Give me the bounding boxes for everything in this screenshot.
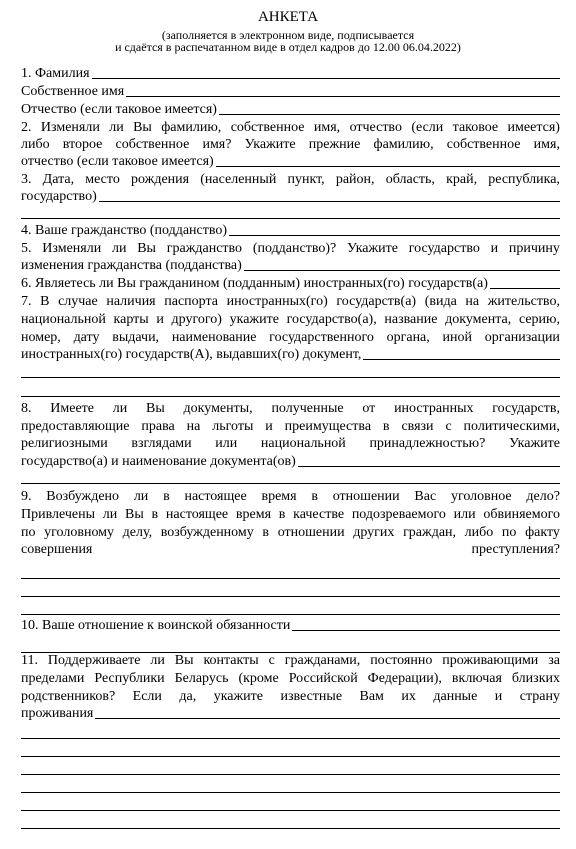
question-word: 2.: [21, 120, 32, 135]
question-word: Привлечены: [21, 507, 96, 522]
answer-field-underline[interactable]: [216, 166, 560, 167]
question-word: имя,: [533, 137, 560, 152]
question-word: других: [353, 525, 395, 540]
question-word: паспорта: [164, 294, 218, 309]
form-line: [21, 187, 560, 205]
answer-line[interactable]: [21, 578, 560, 579]
answer-line[interactable]: [21, 396, 560, 397]
question-word: иностранных(го): [226, 294, 328, 309]
question-word: преступления?: [471, 542, 560, 557]
form-line: [21, 82, 560, 100]
question-word: имя,: [313, 120, 341, 135]
question-word: на: [465, 294, 480, 309]
question-word: настоящее: [184, 489, 247, 504]
question-word: Имеете: [50, 401, 94, 416]
question-word: предоставляющие: [21, 419, 130, 434]
form-line: [21, 651, 560, 669]
answer-line[interactable]: [21, 483, 560, 484]
question-word: Российской: [288, 671, 358, 686]
question-word: государств,: [492, 401, 560, 416]
question-word: (вида: [424, 294, 457, 309]
question-word: контакты: [203, 653, 259, 668]
question-word: дело?: [526, 489, 560, 504]
field-label: государство(а) и наименование документа(ов): [21, 454, 296, 469]
question-word: причину: [508, 241, 560, 256]
question-word: в: [151, 507, 159, 522]
question-word: Беларусь: [174, 671, 229, 686]
question-word: в: [163, 489, 170, 504]
form-line: [21, 399, 560, 417]
form-line: [21, 487, 560, 505]
answer-field-underline[interactable]: [298, 466, 560, 467]
question-word: или: [453, 507, 476, 522]
question-word: укажите: [213, 689, 263, 704]
question-word: преимущества: [284, 419, 372, 434]
question-word: постоянно: [370, 653, 433, 668]
question-word: Республики: [94, 671, 165, 686]
answer-field-underline[interactable]: [363, 359, 560, 360]
question-word: включая: [451, 671, 502, 686]
question-word: подозреваемого: [351, 507, 446, 522]
field-label: отчество (если таковое имеется): [21, 154, 214, 169]
question-word: Изменяли: [42, 241, 102, 256]
question-word: второе: [62, 137, 103, 152]
form-line: [21, 669, 560, 687]
question-word: гражданство: [166, 241, 243, 256]
question-word: национальной: [260, 436, 346, 451]
form-line: [21, 704, 560, 722]
question-word: Вы: [137, 241, 156, 256]
answer-line[interactable]: [21, 738, 560, 739]
question-word: уголовное: [450, 489, 512, 504]
question-word: иностранных: [394, 401, 474, 416]
question-word: граждан,: [403, 525, 457, 540]
question-word: органа,: [386, 330, 430, 345]
question-word: уголовному: [44, 525, 115, 540]
answer-line[interactable]: [21, 756, 560, 757]
answer-line[interactable]: [21, 596, 560, 597]
form-line: [21, 540, 560, 558]
question-word: организации: [484, 330, 560, 345]
question-word: (населенный: [200, 172, 277, 187]
question-word: фамилию,: [373, 137, 434, 152]
form-subtitle-line-1: (заполняется в электронном виде, подписывается: [161, 28, 415, 42]
question-word: государств(а): [336, 294, 417, 309]
question-word: и: [494, 689, 503, 704]
question-word: религиозными: [21, 436, 108, 451]
question-word: отношении: [277, 525, 345, 540]
question-word: Вы: [133, 120, 152, 135]
form-line: [21, 505, 560, 523]
question-word: область,: [385, 172, 435, 187]
question-word: фамилию,: [161, 120, 222, 135]
answer-line[interactable]: [21, 828, 560, 829]
form-line: [21, 417, 560, 435]
form-line: [21, 135, 560, 153]
question-word: Если: [132, 689, 162, 704]
question-word: государственного: [269, 330, 374, 345]
question-word: (подданство)?: [252, 241, 337, 256]
answer-field-underline[interactable]: [229, 235, 560, 236]
question-word: национальной: [21, 312, 106, 327]
form-line: [21, 239, 560, 257]
question-word: в: [278, 507, 286, 522]
question-word: либо: [464, 525, 494, 540]
question-word: другого): [171, 312, 222, 327]
question-word: район,: [335, 172, 375, 187]
question-word: Вас: [414, 489, 437, 504]
question-word: от: [362, 401, 376, 416]
form-line: [21, 170, 560, 188]
answer-field-underline[interactable]: [95, 718, 560, 719]
answer-field-underline[interactable]: [126, 96, 560, 97]
question-word: и: [490, 241, 499, 256]
question-word: гражданами,: [284, 653, 361, 668]
question-word: данные: [433, 689, 478, 704]
form-title: АНКЕТА: [257, 9, 319, 25]
question-word: 7.: [21, 294, 32, 309]
question-word: край,: [446, 172, 478, 187]
question-word: государство: [408, 241, 480, 256]
question-word: в: [382, 419, 390, 434]
form-line: [21, 310, 560, 328]
field-label: 6. Являетесь ли Вы гражданином (подданным) иностранных(го) государств(а): [21, 276, 488, 291]
field-label: 4. Ваше гражданство (подданство): [21, 223, 228, 238]
question-word: принадлежностью?: [369, 436, 486, 451]
question-word: имеется): [507, 120, 560, 135]
question-word: 11.: [21, 653, 38, 668]
question-word: отчество: [349, 120, 402, 135]
answer-line[interactable]: [21, 774, 560, 775]
form-line: [21, 221, 560, 239]
question-word: известные: [280, 689, 343, 704]
question-word: номер,: [21, 330, 61, 345]
question-word: возбужденному: [160, 525, 254, 540]
question-word: по: [501, 525, 517, 540]
form-line: [21, 274, 560, 292]
question-word: государство(а),: [286, 312, 377, 327]
question-word: Возбуждено: [46, 489, 120, 504]
question-word: в: [311, 489, 318, 504]
question-word: название: [384, 312, 438, 327]
question-word: обвиняемого: [483, 507, 560, 522]
form-line: [21, 292, 560, 310]
question-word: ли: [133, 489, 149, 504]
question-word: отношении: [332, 489, 400, 504]
question-word: ли: [102, 507, 118, 522]
question-word: ли: [150, 653, 165, 668]
question-word: в: [262, 525, 270, 540]
form-line: [21, 152, 560, 170]
question-word: с: [445, 419, 452, 434]
form-line: [21, 64, 560, 82]
answer-line[interactable]: [21, 810, 560, 811]
question-word: наличия: [106, 294, 156, 309]
question-word: льготы: [212, 419, 254, 434]
question-word: время: [261, 489, 297, 504]
question-word: Вам: [359, 689, 384, 704]
question-word: республика,: [488, 172, 560, 187]
question-word: серию,: [518, 312, 560, 327]
question-word: документы,: [183, 401, 253, 416]
question-word: и: [156, 312, 164, 327]
question-word: или: [215, 436, 238, 451]
question-word: связи: [401, 419, 434, 434]
form-line: [21, 687, 560, 705]
field-label: 10. Ваше отношение к воинской обязанности: [21, 618, 291, 633]
question-word: ли: [109, 120, 124, 135]
question-word: по: [21, 525, 36, 540]
question-word: факту: [525, 525, 560, 540]
question-word: иной: [442, 330, 473, 345]
form-line: [21, 345, 560, 363]
question-word: таковое: [452, 120, 499, 135]
answer-line[interactable]: [21, 652, 560, 653]
field-label: изменения гражданства (подданства): [21, 258, 242, 273]
question-word: В: [40, 294, 50, 309]
question-word: Вы: [174, 653, 194, 668]
question-word: настоящее: [165, 507, 229, 522]
question-word: делу,: [122, 525, 153, 540]
question-word: выдачи,: [112, 330, 160, 345]
question-word: случае: [58, 294, 98, 309]
answer-field-underline[interactable]: [244, 270, 560, 271]
answer-line[interactable]: [21, 377, 560, 378]
question-word: место: [85, 172, 120, 187]
field-label: Отчество (если таковое имеется): [21, 102, 217, 117]
question-word: Укажите: [509, 436, 560, 451]
form-line: [21, 328, 560, 346]
question-word: пункт,: [287, 172, 325, 187]
form-subtitle-line-2: и сдаётся в распечатанном виде в отдел кадров до 12.00 06.04.2022): [115, 40, 461, 54]
question-word: карты: [113, 312, 149, 327]
question-word: дату: [73, 330, 100, 345]
answer-line[interactable]: [21, 792, 560, 793]
question-word: документа,: [445, 312, 512, 327]
question-word: прежние: [308, 137, 361, 152]
question-word: либо: [21, 137, 50, 152]
question-word: (если: [411, 120, 444, 135]
question-word: права: [141, 419, 175, 434]
question-word: 8.: [21, 401, 32, 416]
question-word: полученные: [271, 401, 344, 416]
form-line: [21, 452, 560, 470]
question-word: страну: [519, 689, 560, 704]
form-line: [21, 256, 560, 274]
answer-field-underline[interactable]: [219, 114, 560, 115]
answer-field-underline[interactable]: [490, 288, 560, 289]
answer-field-underline[interactable]: [292, 630, 560, 631]
question-word: (кроме: [238, 671, 279, 686]
question-word: их: [401, 689, 416, 704]
question-word: жительство,: [487, 294, 560, 309]
question-word: Поддерживаете: [47, 653, 141, 668]
question-word: Дата,: [42, 172, 75, 187]
form-line: [21, 434, 560, 452]
question-word: и: [265, 419, 273, 434]
form-line: [21, 616, 560, 634]
question-word: собственное: [446, 137, 521, 152]
answer-field-underline[interactable]: [92, 78, 560, 79]
question-word: ли: [112, 401, 128, 416]
question-word: Вы: [146, 401, 165, 416]
question-word: собственное: [115, 137, 190, 152]
question-word: на: [186, 419, 201, 434]
form-line: [21, 118, 560, 136]
question-word: проживающими: [442, 653, 539, 668]
field-label: иностранных(го) государств(А), выдавших(го) документ,: [21, 347, 362, 362]
answer-line[interactable]: [21, 218, 560, 219]
field-label: 1. Фамилия: [21, 66, 90, 81]
question-word: укажите: [229, 312, 279, 327]
question-word: да,: [179, 689, 197, 704]
question-word: с: [268, 653, 275, 668]
question-word: Вы: [125, 507, 144, 522]
question-word: 9.: [21, 489, 32, 504]
field-label: проживания: [21, 706, 94, 721]
question-word: Укажите: [347, 241, 398, 256]
question-word: собственное: [230, 120, 305, 135]
question-word: наименование: [171, 330, 257, 345]
question-word: 3.: [21, 172, 32, 187]
question-word: пределами: [21, 671, 85, 686]
form-line: [21, 100, 560, 118]
field-label: Собственное имя: [21, 84, 125, 99]
answer-line[interactable]: [21, 614, 560, 615]
question-word: взглядами: [131, 436, 192, 451]
question-word: Федерации),: [367, 671, 442, 686]
question-word: время: [235, 507, 272, 522]
question-word: рождения: [131, 172, 190, 187]
question-word: за: [548, 653, 560, 668]
question-word: имя?: [202, 137, 232, 152]
question-word: родственников?: [21, 689, 116, 704]
answer-field-underline[interactable]: [99, 201, 560, 202]
question-word: ли: [111, 241, 127, 256]
question-word: совершения: [21, 542, 93, 557]
question-word: качестве: [293, 507, 345, 522]
question-word: Укажите: [244, 137, 296, 152]
field-label: государство): [21, 189, 97, 204]
question-word: 5.: [21, 241, 32, 256]
question-word: политическими,: [463, 419, 560, 434]
question-word: близких: [511, 671, 560, 686]
form-line: [21, 523, 560, 541]
question-word: Изменяли: [40, 120, 100, 135]
